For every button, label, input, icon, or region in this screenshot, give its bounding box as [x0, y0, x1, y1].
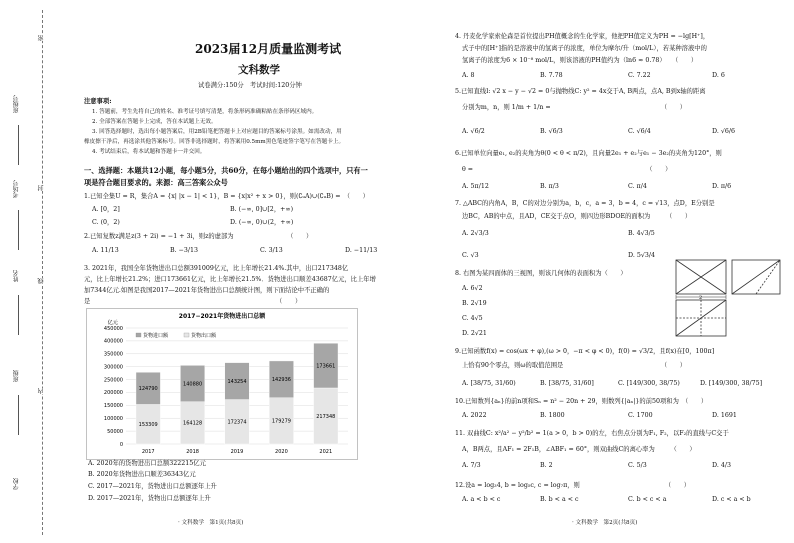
question-11-line: 11. 双曲线C: x²/a² − y²/b² = 1(a > 0，b > 0)的左，右焦点分别为F₁, F₂，以F₂的直线与C交于 — [455, 430, 729, 437]
question-8: 8. 右图为某四面体的三视图，则该几何体的表面积为（ ） — [455, 270, 627, 277]
q6-option-c: C. π/4 — [628, 183, 647, 190]
legend-swatch — [184, 333, 189, 337]
q5-option-b: B. √6/3 — [540, 128, 563, 135]
subject-title: 文科数学 — [238, 64, 280, 76]
notice-line: 1. 答题前，考生先将自己的姓名、准考证号填写清楚，将条形码准确粘贴在条形码区域内。 — [92, 109, 318, 115]
q3-option-d: D. 2017—2021年，货物出口总额逐年上升 — [88, 495, 211, 502]
question-4-line: 4. 丹麦化学家索伦森是首位提出PH值概念的生化学家，他把PH值定义为PH = −lg[H⁺]， — [455, 33, 710, 40]
q2-option-d: D. −11/13 — [345, 247, 378, 254]
q10-option-a: A. 2022 — [462, 412, 487, 419]
q3-option-b: B. 2020年货物进出口顺差36343亿元 — [88, 471, 196, 478]
q12-option-a: A. a < b < c — [462, 496, 501, 503]
notice-line: 3. 回答选择题时，选出每小题答案后，用2B铅笔把答题卡上对应题目的答案标号涂黑。如需改动，用 — [92, 129, 342, 135]
question-9-line: 9.已知函数f(x) = cos(ωx + φ),(ω > 0，−π < φ < 0)，f(0) = √3/2，且f(x)在[0，100π] — [455, 348, 715, 355]
binding-label-school: 学校 — [13, 478, 20, 490]
notice-line: 橡皮擦干净后，再选涂其他答案标号。回答非选择题时，将答案用0.5mm黑色笔迹签字笔写在答题卡上。 — [84, 139, 345, 145]
q8-option-c: C. 4√5 — [462, 315, 483, 322]
q9-option-b: B. [38/75, 31/60] — [540, 380, 594, 387]
question-5-line: 分别为m，n，则 1/m + 1/n = （ ） — [462, 104, 687, 111]
data-label: 164128 — [183, 420, 203, 427]
binding-blank-1 — [18, 125, 19, 165]
section-heading: 一、选择题：本题共12小题，每小题5分，共60分，在每小题给出的四个选项中，只有一 — [84, 166, 368, 175]
trade-bar-chart — [86, 308, 358, 460]
question-3-line: 3. 2021年，我国全年货物进出口总额391009亿元，比上年增长21.4%.其中，出口217348亿 — [84, 265, 349, 272]
q10-option-d: D. 1691 — [712, 412, 737, 419]
q5-option-a: A. √6/2 — [462, 128, 485, 135]
question-1: 1.已知全集U = R，集合A = {x| |x − 1| < 1}，B = {x|x² + x > 0}，则(∁ᵤA)∪(∁ᵤB) = （ ） — [84, 193, 369, 200]
binding-blank-4 — [18, 395, 19, 435]
q2-option-b: B. −3/13 — [170, 247, 199, 254]
question-3-line: 元，比上年增长21.2%；进口173661亿元，比上年增长21.5%．货物进出口顺差43687亿元，比上年增 — [84, 276, 376, 283]
question-12: 12.设a = log₃4, b = log₅c, c = log₇π，则 （ ） — [455, 482, 691, 489]
q9-option-a: A. [38/75, 31/60) — [462, 380, 516, 387]
x-tick-label: 2019 — [230, 449, 244, 455]
question-10: 10.已知数列{aₙ}的前n项和Sₙ = n² − 20n + 29，则数列{|aₙ|}的前50项和为 （ ） — [455, 398, 708, 405]
y-tick-label: 50000 — [107, 428, 123, 435]
legend-label: 货物进口额 — [143, 333, 169, 339]
binding-blank-2 — [18, 210, 19, 250]
question-6-line: 6.已知单位向量e₁, e₂的夹角为θ(0 < θ < π/2)，且向量2e₁ + e₂与e₁ − 3e₂的夹角为120°，则 — [455, 150, 722, 157]
q12-option-c: C. b < c < a — [628, 496, 667, 503]
chart-title: 2017−2021年货物进出口总额 — [178, 313, 266, 320]
y-tick-label: 400000 — [103, 338, 123, 345]
x-tick-label: 2017 — [141, 449, 155, 455]
q5-option-c: C. √6/4 — [628, 128, 651, 135]
x-tick-label: 2018 — [186, 449, 199, 455]
q9-option-c: C. [149/300, 38/75) — [618, 380, 680, 387]
question-9-line: 上恰有90个零点，则ω的取值范围是 （ ） — [462, 362, 687, 369]
data-label: 124790 — [138, 386, 158, 393]
data-label: 179279 — [271, 418, 291, 425]
exam-title: 2023届12月质量监测考试 — [195, 42, 342, 56]
q6-option-b: B. π/3 — [540, 183, 559, 190]
question-7-line: 7. △ABC的内角A，B，C的对边分别为a，b，c，a = 3，b = 4，c = √13，点D，E分别是 — [455, 200, 715, 207]
data-label: 142936 — [271, 377, 291, 384]
q11-option-b: B. 2 — [540, 462, 553, 469]
q9-option-d: D. [149/300, 38/75] — [700, 380, 763, 387]
question-7-line: 边BC，AB的中点，且AD，CE交于点O，则四边形BDOE的面积为 （ ） — [462, 213, 692, 220]
q1-option-d: D. (−∞, 0)∪(2，+∞) — [230, 219, 294, 226]
data-label: 217348 — [316, 413, 336, 420]
binding-label-name: 姓名 — [13, 270, 20, 282]
q1-option-a: A. [0，2] — [92, 206, 120, 213]
binding-label-class-no: 班级号 — [13, 95, 20, 113]
q3-option-a: A. 2020年的货物进出口总额322215亿元 — [88, 460, 206, 467]
binding-blank-3 — [18, 295, 19, 335]
data-label: 140880 — [183, 381, 203, 388]
question-4-line: 氢离子的浓度为6 × 10⁻⁸ mol/L，则该溶液的PH值约为（ln6 ≈ 0.78） （ ） — [462, 57, 698, 64]
q1-option-b: B. (−∞, 0]∪[2，+∞) — [230, 206, 294, 213]
x-tick-label: 2020 — [275, 449, 288, 455]
data-label: 172374 — [227, 419, 247, 426]
y-tick-label: 200000 — [103, 390, 123, 397]
data-label: 153309 — [138, 422, 158, 429]
seal-char: 内 — [38, 388, 45, 394]
question-4-line: 式子中的[H⁺]指的是溶液中的氢离子的浓度，单位为摩尔/升（mol/L），若某种溶液中的 — [462, 45, 707, 52]
q8-option-d: D. 2√21 — [462, 330, 487, 337]
q12-option-d: D. c < a < b — [712, 496, 751, 503]
q7-option-d: D. 5√3/4 — [628, 252, 655, 259]
y-tick-label: 300000 — [103, 364, 123, 371]
q8-option-b: B. 2√19 — [462, 300, 487, 307]
q2-option-c: C. 3/13 — [260, 247, 283, 254]
y-tick-label: 450000 — [103, 325, 123, 332]
exam-info: 试卷满分:150分 考试时间:120分钟 — [198, 82, 302, 89]
q7-option-c: C. √3 — [462, 252, 479, 259]
legend-label: 货物出口额 — [191, 333, 217, 339]
q5-option-d: D. √6/6 — [712, 128, 735, 135]
section-heading-2: 项是符合题目要求的。来源：高三答案公众号 — [84, 178, 228, 187]
q2-option-a: A. 11/13 — [92, 247, 119, 254]
notice-title: 注意事项: — [84, 98, 112, 105]
y-tick-label: 150000 — [103, 403, 123, 410]
q4-option-b: B. 7.78 — [540, 72, 563, 79]
seal-char: 密 — [38, 35, 45, 41]
q4-option-a: A. 8 — [462, 72, 475, 79]
x-tick-label: 2021 — [319, 449, 333, 455]
page-footer-1: · 文科数学 第1页(共8页) — [178, 520, 244, 526]
question-11-line: A，B两点，且AF₁ = 2F₁B，∠ABF₁ = 60°，则双曲线C的离心率为 （ ） — [462, 446, 696, 453]
y-tick-label: 100000 — [103, 416, 123, 423]
question-2: 2.已知复数z满足z(3 + 2i) = −1 + 3i，则z的虚部为 （ ） — [84, 233, 313, 240]
question-3-line: 加7344亿元.如图是我国2017—2021年货物进出口总额统计图，则下面结论中不正确的 — [84, 287, 330, 294]
seal-char: 线 — [38, 278, 45, 284]
binding-label-class: 班级 — [13, 370, 20, 382]
q4-option-c: C. 7.22 — [628, 72, 651, 79]
three-view-figure — [674, 258, 784, 340]
y-tick-label: 350000 — [103, 351, 123, 358]
y-tick-label: 0 — [119, 441, 123, 448]
notice-line: 2. 全部答案在答题卡上完成，答在本试题上无效。 — [92, 119, 217, 125]
seal-char: 封 — [38, 185, 45, 191]
q4-option-d: D. 6 — [712, 72, 725, 79]
question-6-line: θ = （ ） — [462, 166, 672, 173]
binding-label-room: 考场号 — [13, 180, 20, 198]
q7-option-a: A. 2√3/3 — [462, 230, 489, 237]
page-footer-2: · 文科数学 第2页(共8页) — [572, 520, 638, 526]
q11-option-a: A. 7/3 — [462, 462, 481, 469]
chart-ylabel: 亿元 — [107, 320, 118, 326]
q10-option-b: B. 1800 — [540, 412, 565, 419]
q6-option-d: D. π/6 — [712, 183, 732, 190]
figure-dimension: 2 — [699, 295, 703, 301]
q3-option-c: C. 2017—2021年，货物进出口总额逐年上升 — [88, 483, 217, 490]
question-3-line: 是 （ ） — [84, 298, 302, 305]
q10-option-c: C. 1700 — [628, 412, 653, 419]
q12-option-b: B. b < a < c — [540, 496, 579, 503]
q6-option-a: A. 5π/12 — [462, 183, 489, 190]
notice-line: 4. 考试结束后，将本试题和答题卡一并交回。 — [92, 149, 206, 155]
q8-option-a: A. 6√2 — [462, 285, 483, 292]
q11-option-d: D. 4/3 — [712, 462, 731, 469]
data-label: 143254 — [227, 378, 247, 385]
q11-option-c: C. 5/3 — [628, 462, 647, 469]
question-5-line: 5.已知直线l: √2 x − y − √2 = 0与抛物线C: y² = 4x交于A, B两点，点A, B到x轴的距离 — [455, 88, 706, 95]
binding-line — [42, 10, 43, 535]
legend-swatch — [136, 333, 141, 337]
q7-option-b: B. 4√3/5 — [628, 230, 655, 237]
data-label: 173661 — [316, 363, 336, 370]
q1-option-c: C. (0，2) — [92, 219, 120, 226]
y-tick-label: 250000 — [103, 377, 123, 384]
